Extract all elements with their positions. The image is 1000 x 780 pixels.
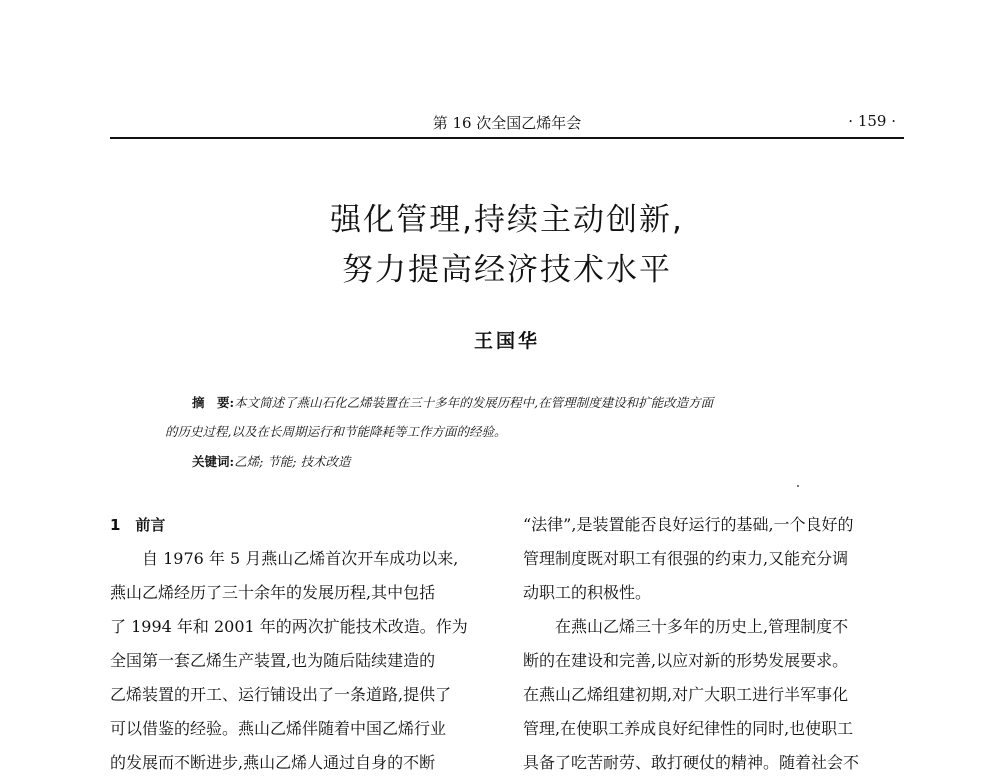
keywords-line [192, 451, 351, 473]
body-line: 动职工的积极性。 [523, 583, 652, 602]
body-line: 的发展而不断进步,燕山乙烯人通过自身的不断 [110, 753, 436, 772]
page-number: · 159 · [848, 112, 896, 130]
abstract-text-line-1: 本文简述了燕山石化乙烯装置在三十多年的发展历程中,在管理制度建设和扩能改造方面 [234, 395, 714, 410]
body-line: 自 1976 年 5 月燕山乙烯首次开车成功以来, [142, 549, 459, 568]
author-name: 王国华 [473, 330, 540, 352]
body-line: 全国第一套乙烯生产装置,也为随后陆续建造的 [110, 651, 436, 670]
right-column [523, 508, 903, 780]
paper-title-line-2: 努力提高经济技术水平 [342, 252, 672, 288]
abstract-first-line [192, 392, 713, 414]
running-title: 第 16 次全国乙烯年会 [432, 114, 582, 132]
body-line: 在燕山乙烯组建初期,对广大职工进行半军事化 [523, 685, 849, 704]
keywords-label: 关键词: [192, 454, 235, 469]
body-line: 可以借鉴的经验。燕山乙烯伴随着中国乙烯行业 [110, 719, 447, 738]
body-line: 在燕山乙烯三十多年的历史上,管理制度不 [555, 617, 849, 636]
abstract-text-line-2: 的历史过程,以及在长周期运行和节能降耗等工作方面的经验。 [165, 424, 507, 439]
body-line: 具备了吃苦耐劳、敢打硬仗的精神。随着社会不 [523, 753, 860, 772]
section-heading-introduction: 1 前言 [110, 516, 166, 534]
body-line: “法律”,是装置能否良好运行的基础,一个良好的 [523, 515, 854, 534]
paper-title-line-1: 强化管理,持续主动创新, [330, 202, 684, 238]
body-line: 管理,在使职工养成良好纪律性的同时,也使职工 [523, 719, 854, 738]
body-line: 断的在建设和完善,以应对新的形势发展要求。 [523, 651, 849, 670]
scan-speck [797, 485, 799, 487]
running-header [110, 110, 904, 134]
body-line: 燕山乙烯经历了三十余年的发展历程,其中包括 [110, 583, 436, 602]
keywords-text: 乙烯; 节能; 技术改造 [234, 454, 351, 469]
body-line: 了 1994 年和 2001 年的两次扩能技术改造。作为 [110, 617, 468, 636]
left-column [110, 508, 490, 780]
body-line: 管理制度既对职工有很强的约束力,又能充分调 [523, 549, 849, 568]
header-rule [110, 137, 904, 139]
body-line: 乙烯装置的开工、运行铺设出了一条道路,提供了 [110, 685, 452, 704]
abstract-label: 摘 要: [192, 395, 235, 410]
